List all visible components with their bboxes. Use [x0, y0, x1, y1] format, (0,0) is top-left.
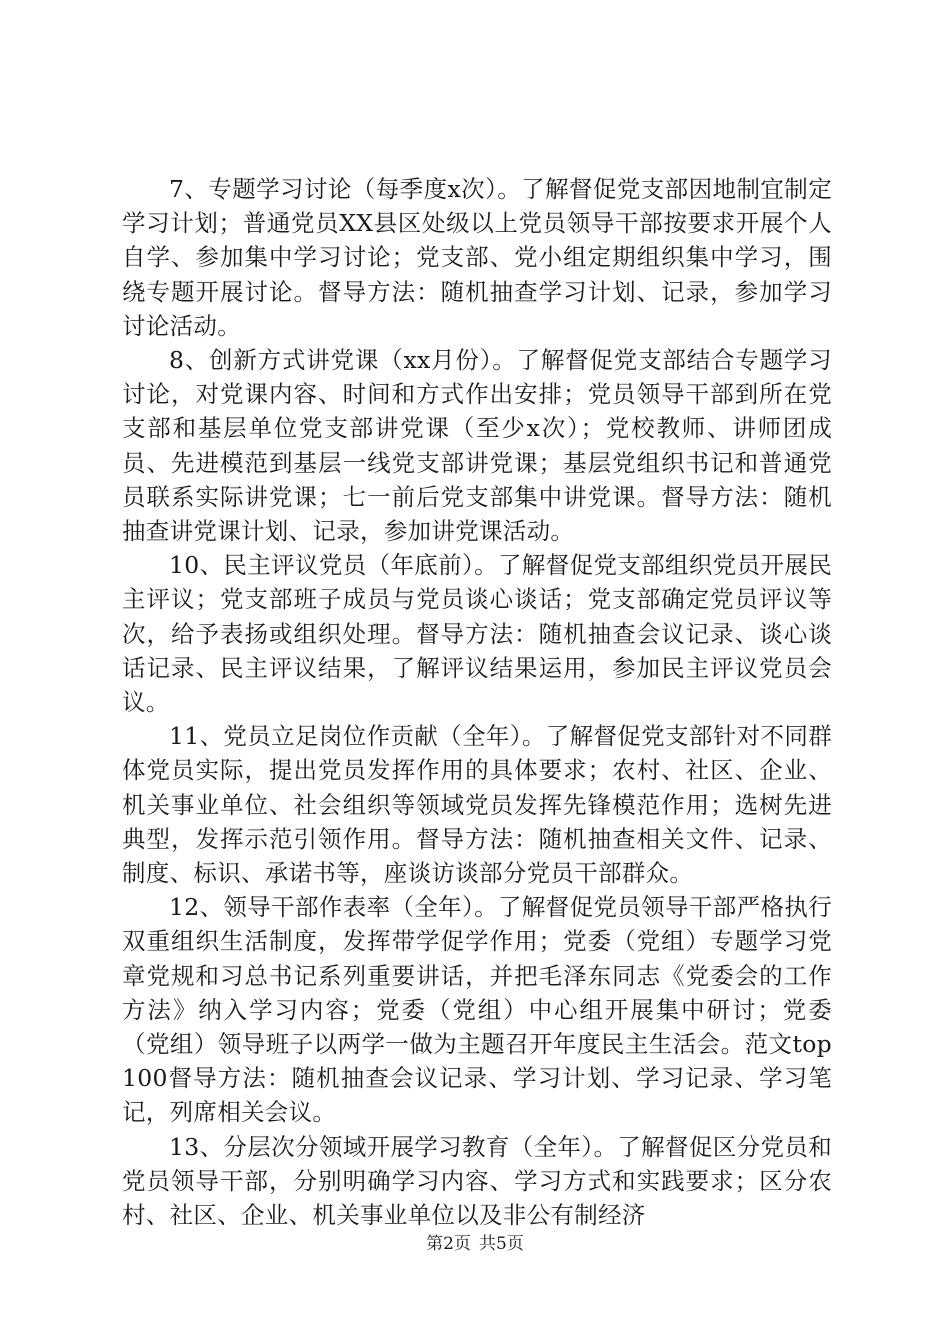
paragraph-item-7: 7、专题学习讨论（每季度x次）。了解督促党支部因地制宜制定学习计划；普通党员XX县区处级以上党员领导干部按要求开展个人自学、参加集中学习讨论；党支部、党小组定期组织集中学习，围绕专题开展讨论。督导方法：随机抽查学习计划、记录，参加学习讨论活动。 — [122, 175, 832, 340]
page-total: 共5页 — [479, 1234, 524, 1254]
paragraph-item-13: 13、分层次分领域开展学习教育（全年）。了解督促区分党员和党员领导干部，分别明确学习内容、学习方式和实践要求；区分农村、社区、企业、机关事业单位以及非公有制经济 — [122, 1132, 832, 1230]
paragraph-item-8: 8、创新方式讲党课（xx月份）。了解督促党支部结合专题学习讨论，对党课内容、时间和方式作出安排；党员领导干部到所在党支部和基层单位党支部讲党课（至少x次）；党校教师、讲师团成员、先进模范到基层一线党支部讲党课；基层党组织书记和普通党员联系实际讲党课；七一前后党支部集中讲党课。督导方法：随机抽查讲党课计划、记录，参加讲党课活动。 — [122, 346, 832, 546]
paragraph-item-11: 11、党员立足岗位作贡献（全年）。了解督促党支部针对不同群体党员实际，提出党员发挥作用的具体要求；农村、社区、企业、机关事业单位、社会组织等领域党员发挥先锋模范作用；选树先进典型，发挥示范引领作用。督导方法：随机抽查相关文件、记录、制度、标识、承诺书等，座谈访谈部分党员干部群众。 — [122, 722, 832, 888]
page-number: 第2页 — [426, 1234, 471, 1254]
paragraph-item-12: 12、领导干部作表率（全年）。了解督促党员领导干部严格执行双重组织生活制度，发挥带学促学作用；党委（党组）专题学习党章党规和习总书记系列重要讲话，并把毛泽东同志《党委会的工作方法》纳入学习内容；党委（党组）中心组开展集中研讨；党委（党组）领导班子以两学一做为主题召开年度民主生活会。范文top100督导方法：随机抽查会议记录、学习计划、学习记录、学习笔记，列席相关会议。 — [122, 893, 832, 1127]
page-footer — [0, 1232, 950, 1256]
paragraph-item-10: 10、民主评议党员（年底前）。了解督促党支部组织党员开展民主评议；党支部班子成员与党员谈心谈话；党支部确定党员评议等次，给予表扬或组织处理。督导方法：随机抽查会议记录、谈心谈话记录、民主评议结果，了解评议结果运用，参加民主评议党员会议。 — [122, 551, 832, 717]
document-body — [122, 172, 832, 1232]
